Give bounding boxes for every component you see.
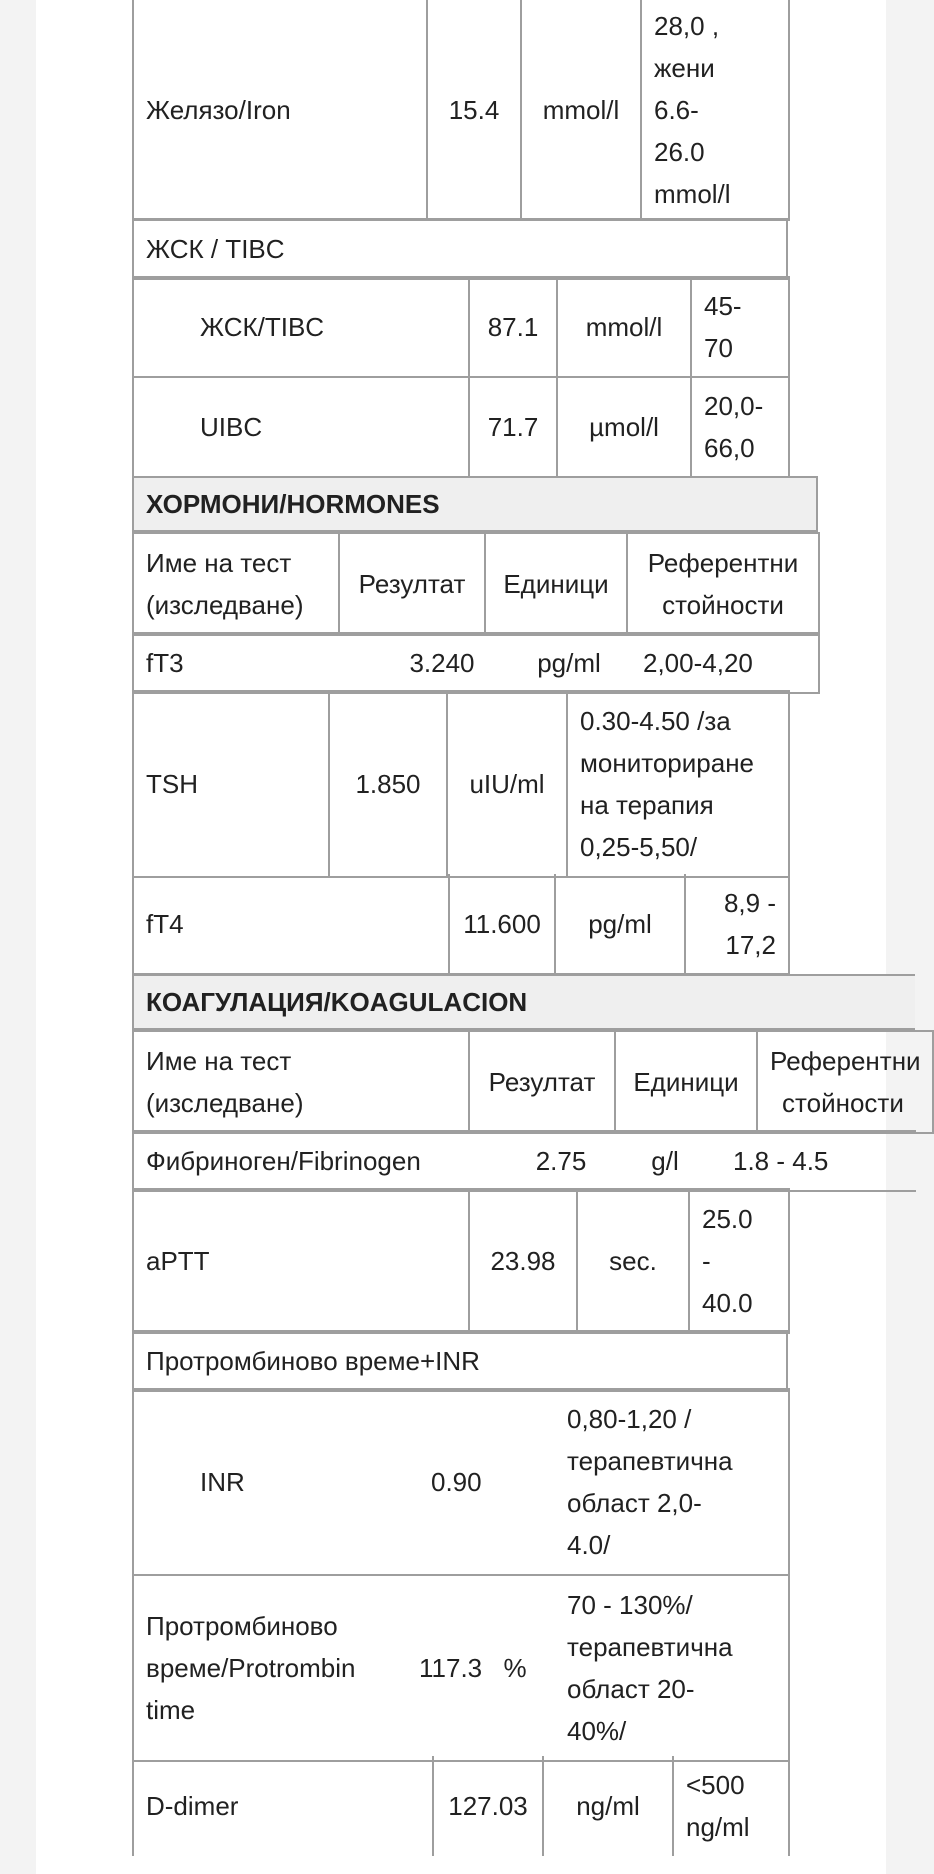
- table-row: [133, 1189, 789, 1333]
- header-result: Резултат: [339, 533, 485, 635]
- test-range: 0.30-4.50 /за мониториране на терапия 0,25-5,50/: [567, 691, 789, 877]
- table-row: [133, 277, 789, 377]
- test-name: INR: [133, 1389, 419, 1575]
- header-range: Референтни стойности: [757, 1031, 933, 1133]
- test-unit: ng/ml: [543, 1756, 673, 1856]
- tsh-ft4-table: [132, 690, 790, 878]
- table-row: [133, 1389, 789, 1575]
- test-result: 127.03: [433, 1756, 543, 1856]
- test-name: Фибриноген/Fibrinogen: [133, 1131, 513, 1191]
- tibc-table: [132, 276, 790, 478]
- section-title-hormones: ХОРМОНИ/HORMONES: [132, 476, 818, 532]
- header-range: Референтни стойности: [627, 533, 819, 635]
- test-unit: uIU/ml: [447, 691, 567, 877]
- coagulation-header-table: [132, 1030, 934, 1134]
- test-result: 3.240: [377, 633, 507, 693]
- test-result: 0.90: [419, 1389, 475, 1575]
- section-title-coagulation: КОАГУЛАЦИЯ/KOAGULACION: [132, 974, 915, 1030]
- table-header-row: [133, 533, 819, 635]
- test-result: 23.98: [469, 1189, 577, 1333]
- table-row: [133, 1756, 789, 1856]
- test-range: 45- 70: [691, 277, 789, 377]
- header-unit: Единици: [615, 1031, 757, 1133]
- test-name: UIBC: [133, 377, 469, 477]
- test-range: 1.8 - 4.5: [721, 1131, 916, 1191]
- table-row: [133, 219, 787, 279]
- ddimer-table: [132, 1756, 790, 1856]
- test-name: Протромбиново време/Protrombin time: [133, 1575, 419, 1761]
- test-result: 71.7: [469, 377, 557, 477]
- test-unit: mmol/l: [557, 277, 691, 377]
- test-name: aPTT: [133, 1189, 469, 1333]
- aptt-table: [132, 1188, 790, 1334]
- test-range: 25.0 - 40.0: [689, 1189, 789, 1333]
- table-row: [133, 1131, 916, 1191]
- test-range: 20,0- 66,0: [691, 377, 789, 477]
- group-label: Протромбиново време+INR: [133, 1331, 787, 1391]
- test-unit: g/l: [609, 1131, 721, 1191]
- test-range: <500 ng/ml: [673, 1756, 789, 1856]
- inr-pt-table: [132, 1388, 790, 1762]
- test-range: 70 - 130%/ терапевтична област 20- 40%/: [555, 1575, 789, 1761]
- test-range: 0,80-1,20 / терапевтична област 2,0- 4.0/: [555, 1389, 789, 1575]
- ft3-table: [132, 632, 820, 694]
- test-result: 2.75: [513, 1131, 609, 1191]
- iron-table: [132, 0, 790, 221]
- test-unit: µmol/l: [557, 377, 691, 477]
- test-unit: mmol/l: [521, 0, 641, 220]
- test-range: 2,00-4,20: [631, 633, 819, 693]
- header-unit: Единици: [485, 533, 627, 635]
- table-row: [133, 377, 789, 477]
- header-result: Резултат: [469, 1031, 615, 1133]
- test-result: 117.3: [419, 1575, 475, 1761]
- test-result: 87.1: [469, 277, 557, 377]
- test-name: fT4: [133, 874, 449, 974]
- test-name: ЖСК/TIBC: [133, 277, 469, 377]
- table-header-row: [133, 1031, 933, 1133]
- header-test-name: Име на тест (изследване): [133, 1031, 469, 1133]
- test-range: 8,9 - 17,2: [685, 874, 789, 974]
- ft4-table: [132, 874, 790, 975]
- test-name: Желязо/Iron: [133, 0, 427, 220]
- test-name: D-dimer: [133, 1756, 433, 1856]
- table-row: [133, 633, 819, 693]
- fibrinogen-table: [132, 1130, 916, 1192]
- test-unit: pg/ml: [555, 874, 685, 974]
- test-range: 28,0 , жени 6.6- 26.0 mmol/l: [641, 0, 789, 220]
- tibc-group-table: [132, 218, 788, 280]
- test-name: fT3: [133, 633, 377, 693]
- test-unit: pg/ml: [507, 633, 631, 693]
- header-test-name: Име на тест (изследване): [133, 533, 339, 635]
- test-result: 1.850: [329, 691, 447, 877]
- pt-group-table: [132, 1330, 788, 1392]
- table-row: [133, 1331, 787, 1391]
- table-row: [133, 691, 789, 877]
- test-unit: sec.: [577, 1189, 689, 1333]
- test-unit: %: [475, 1575, 555, 1761]
- table-row: [133, 874, 789, 974]
- table-row: [133, 0, 789, 220]
- table-row: [133, 1575, 789, 1761]
- hormones-header-table: [132, 532, 820, 636]
- test-name: TSH: [133, 691, 329, 877]
- group-label: ЖСК / TIBC: [133, 219, 787, 279]
- test-result: 15.4: [427, 0, 521, 220]
- test-unit: [475, 1389, 555, 1575]
- test-result: 11.600: [449, 874, 555, 974]
